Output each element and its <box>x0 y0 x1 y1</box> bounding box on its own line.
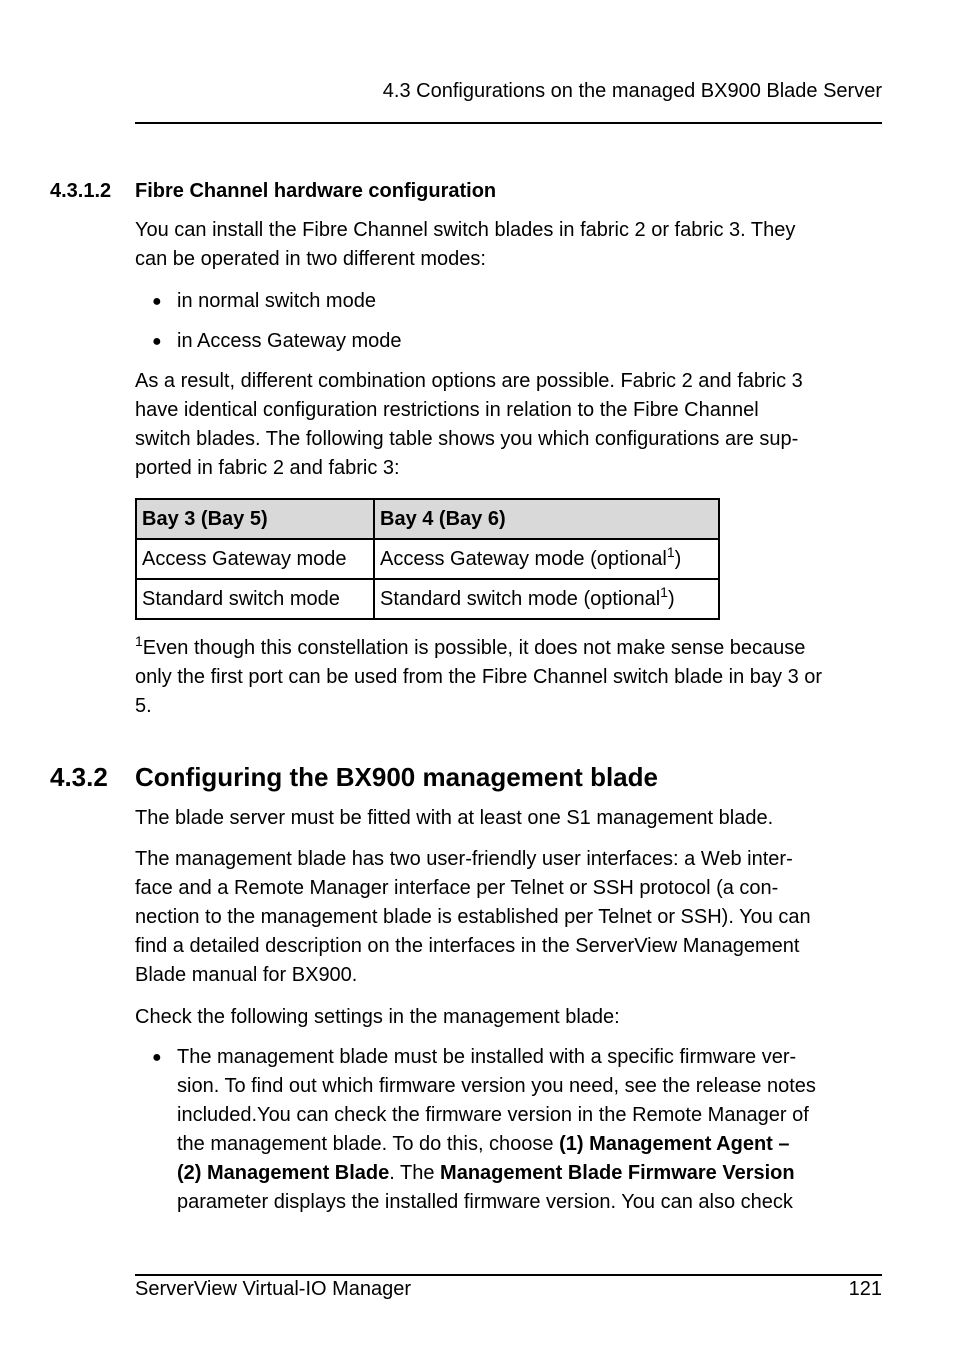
result-paragraph: As a result, different combination options are possible. Fabric 2 and fabric 3 have identical configuration restrictions in relation to the Fibre Channel switch blades. The following table shows you which configurations are sup- ported in fabric 2 and fabric 3: <box>135 370 803 479</box>
table-header-row <box>136 499 719 539</box>
menu-path-bold: (2) Management Blade <box>177 1162 390 1184</box>
running-header: 4.3 Configurations on the managed BX900 Blade Server <box>382 80 882 102</box>
paragraph-interfaces: The management blade has two user-friendly user interfaces: a Web inter- face and a Remote Manager interface per Telnet or SSH protocol (a con- nection to the management blade is established per Telnet or SSH). You can find a detailed description on the interfaces in the ServerView Management Blade manual for BX900. <box>135 848 811 986</box>
bullet-icon: ● <box>152 1049 162 1066</box>
paragraph-requirement: The blade server must be fitted with at least one S1 management blade. <box>135 807 774 829</box>
page-number: 121 <box>848 1278 882 1300</box>
header-rule <box>135 122 882 124</box>
header-cell-bay3: Bay 3 (Bay 5) <box>136 499 374 539</box>
menu-path-bold: (1) Management Agent – <box>559 1133 790 1155</box>
configuration-table <box>135 498 720 620</box>
footer-rule <box>135 1274 882 1276</box>
footer-title: ServerView Virtual-IO Manager <box>135 1278 412 1300</box>
table-row <box>136 539 719 579</box>
section-title: Fibre Channel hardware configuration <box>135 180 497 202</box>
footnote-ref: 1 <box>666 543 675 560</box>
bullet-icon: ● <box>152 293 162 310</box>
table-footnote: $^1$Even though this constellation is possible, it does not make sense because only the first port can be used from the Fibre Channel switch blade in bay 3 or 5. <box>135 633 823 717</box>
header-cell-bay4: Bay 4 (Bay 6) <box>374 499 719 539</box>
bullet-icon: ● <box>152 333 162 350</box>
section-heading: Configuring the BX900 management blade <box>135 762 658 792</box>
paragraph-check-settings: Check the following settings in the management blade: <box>135 1006 620 1028</box>
cell-bay4: Standard switch mode (optional$^1$) <box>374 579 719 619</box>
table-row <box>136 579 719 619</box>
section-number: 4.3.1.2 <box>50 180 112 202</box>
cell-bay4: Access Gateway mode (optional$^1$) <box>374 539 719 579</box>
footnote-marker: 1 <box>135 633 143 649</box>
section-number: 4.3.2 <box>50 762 108 792</box>
cell-bay3: Access Gateway mode <box>136 539 374 579</box>
intro-paragraph: You can install the Fibre Channel switch blades in fabric 2 or fabric 3. They can be operated in two different modes: <box>135 219 796 270</box>
cell-bay3: Standard switch mode <box>136 579 374 619</box>
parameter-name-bold: Management Blade Firmware Version <box>440 1162 795 1184</box>
footnote-ref: 1 <box>660 583 668 600</box>
